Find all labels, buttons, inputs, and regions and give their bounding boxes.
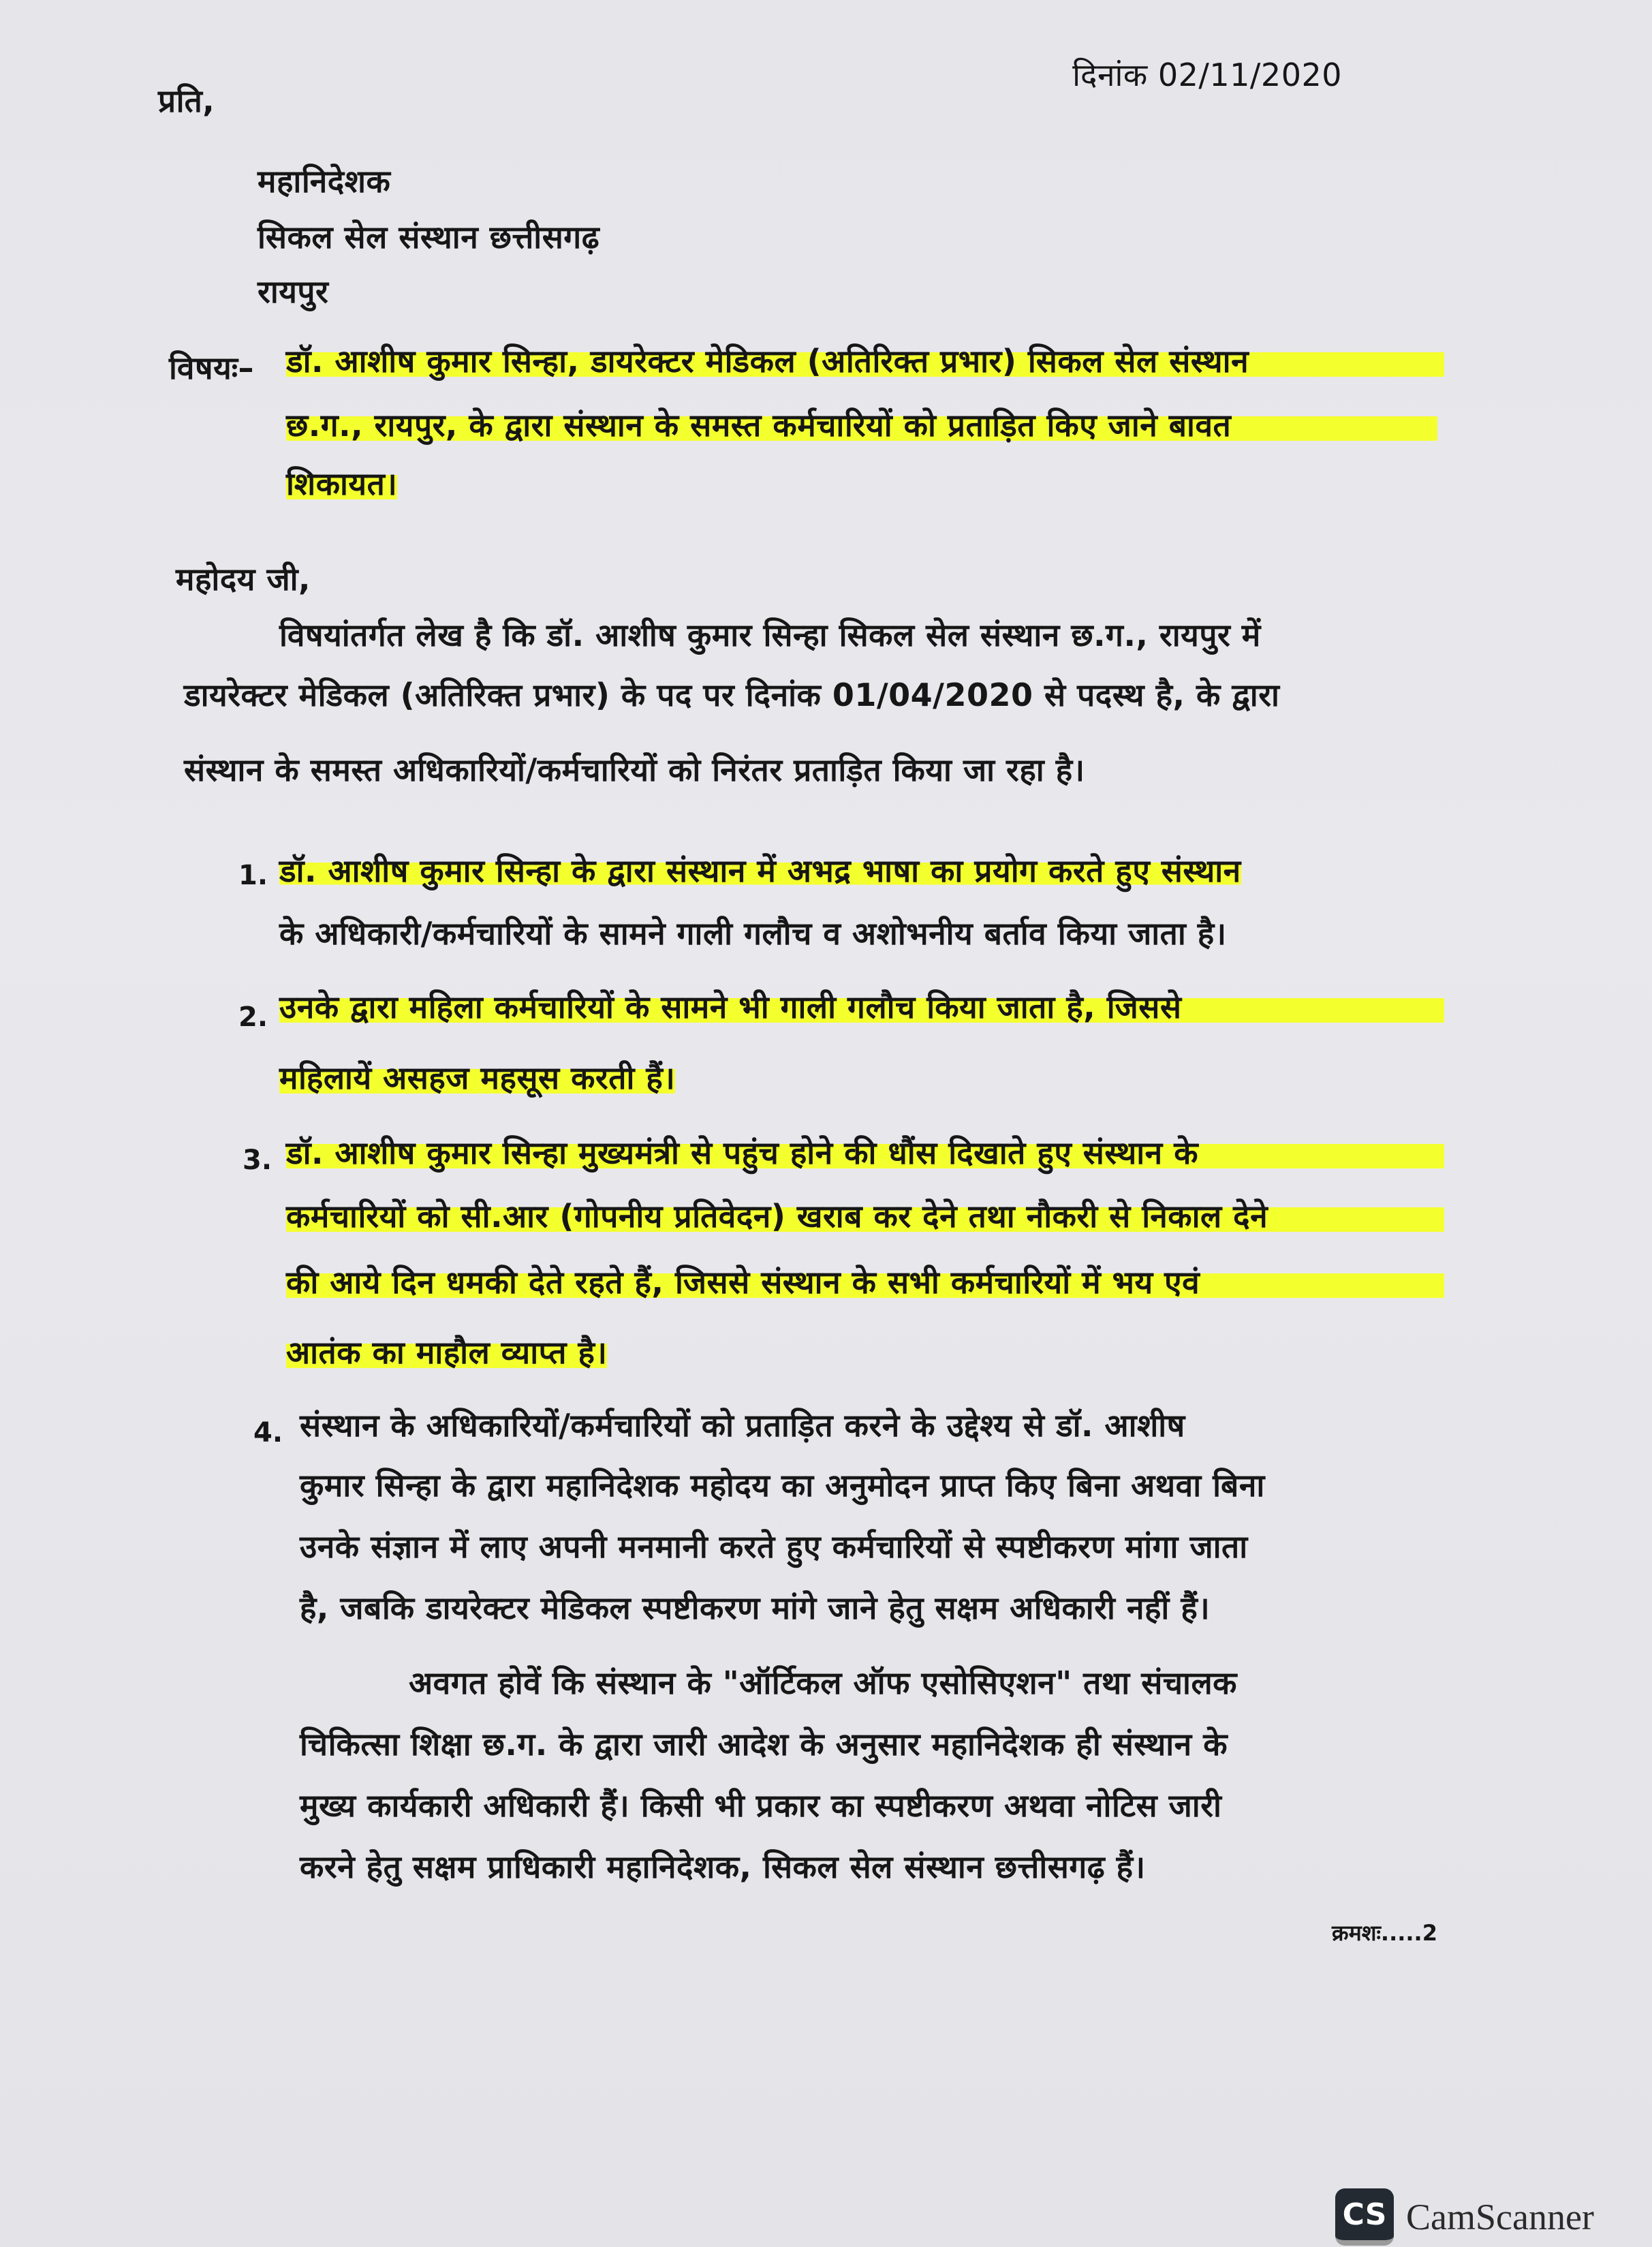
point-4-line-2: कुमार सिन्हा के द्वारा महानिदेशक महोदय का अनुमोदन प्राप्त किए बिना अथवा बिना xyxy=(300,1467,1265,1504)
subject-line-3: शिकायत। xyxy=(286,463,397,504)
camscanner-watermark xyxy=(1335,2188,1594,2246)
point-3-line-3: की आये दिन धमकी देते रहते हैं, जिससे संस्थान के सभी कर्मचारियों में भय एवं xyxy=(286,1262,1444,1303)
closing-line-2: चिकित्सा शिक्षा छ.ग. के द्वारा जारी आदेश के अनुसार महानिदेशक ही संस्थान के xyxy=(300,1726,1228,1763)
subject-line-1: डॉ. आशीष कुमार सिन्हा, डायरेक्टर मेडिकल (अतिरिक्त प्रभार) सिकल सेल संस्थान xyxy=(286,341,1444,382)
continued-marker: क्रमशः.....2 xyxy=(1332,1920,1437,1946)
point-4-number: 4. xyxy=(253,1417,283,1448)
point-3-line-4: आतंक का माहौल व्याप्त है। xyxy=(286,1332,607,1373)
point-4-line-3: उनके संज्ञान में लाए अपनी मनमानी करते हुए कर्मचारियों से स्पष्टीकरण मांगा जाता xyxy=(300,1528,1248,1565)
closing-line-3: मुख्य कार्यकारी अधिकारी हैं। किसी भी प्रकार का स्पष्टीकरण अथवा नोटिस जारी xyxy=(300,1787,1222,1824)
recipient-organization: सिकल सेल संस्थान छत्तीसगढ़ xyxy=(258,219,600,255)
intro-line-2: डायरेक्टर मेडिकल (अतिरिक्त प्रभार) के पद पर दिनांक 01/04/2020 से पदस्थ है, के द्वारा xyxy=(184,677,1280,713)
subject-line-2: छ.ग., रायपुर, के द्वारा संस्थान के समस्त कर्मचारियों को प्रताड़ित किए जाने बावत xyxy=(286,405,1437,446)
salutation-to: प्रति, xyxy=(158,82,215,119)
intro-line-3: संस्थान के समस्त अधिकारियों/कर्मचारियों को निरंतर प्रताड़ित किया जा रहा है। xyxy=(184,751,1085,788)
point-4-line-4: है, जबकि डायरेक्टर मेडिकल स्पष्टीकरण मांगे जाने हेतु सक्षम अधिकारी नहीं हैं। xyxy=(300,1590,1211,1626)
point-3-line-1: डॉ. आशीष कुमार सिन्हा मुख्यमंत्री से पहुंच होने की धौंस दिखाते हुए संस्थान के xyxy=(286,1132,1444,1173)
point-3-number: 3. xyxy=(243,1145,272,1176)
point-1-number: 1. xyxy=(238,860,268,891)
point-1-line-2: के अधिकारी/कर्मचारियों के सामने गाली गलौच व अशोभनीय बर्ताव किया जाता है। xyxy=(279,915,1227,952)
highlight-mark: डॉ. आशीष कुमार सिन्हा के द्वारा संस्थान में अभद्र भाषा का प्रयोग करते हुए संस्थान xyxy=(279,852,1241,889)
recipient-title: महानिदेशक xyxy=(258,163,391,200)
intro-line-1: विषयांतर्गत लेख है कि डॉ. आशीष कुमार सिन्हा सिकल सेल संस्थान छ.ग., रायपुर में xyxy=(279,617,1261,653)
subject-label: विषयः– xyxy=(169,350,255,386)
point-2-line-1: उनके द्वारा महिला कर्मचारियों के सामने भी गाली गलौच किया जाता है, जिससे xyxy=(279,987,1444,1027)
greeting: महोदय जी, xyxy=(176,561,311,598)
recipient-city: रायपुर xyxy=(258,273,329,310)
point-2-number: 2. xyxy=(238,1002,268,1033)
point-3-line-2: कर्मचारियों को सी.आर (गोपनीय प्रतिवेदन) खराब कर देने तथा नौकरी से निकाल देने xyxy=(286,1196,1444,1237)
point-2-line-2: महिलायें असहज महसूस करती हैं। xyxy=(279,1057,675,1098)
letter-date: दिनांक 02/11/2020 xyxy=(1072,57,1342,93)
camscanner-text: CamScanner xyxy=(1406,2197,1594,2237)
point-1-line-1 xyxy=(279,850,1444,891)
camscanner-logo-icon: CS xyxy=(1335,2188,1394,2246)
closing-line-1: अवगत होवें कि संस्थान के "ऑर्टिकल ऑफ एसोसिएशन" तथा संचालक xyxy=(409,1664,1237,1701)
closing-line-4: करने हेतु सक्षम प्राधिकारी महानिदेशक, सिकल सेल संस्थान छत्तीसगढ़ हैं। xyxy=(300,1848,1146,1885)
point-4-line-1: संस्थान के अधिकारियों/कर्मचारियों को प्रताड़ित करने के उद्देश्य से डॉ. आशीष xyxy=(300,1407,1185,1444)
